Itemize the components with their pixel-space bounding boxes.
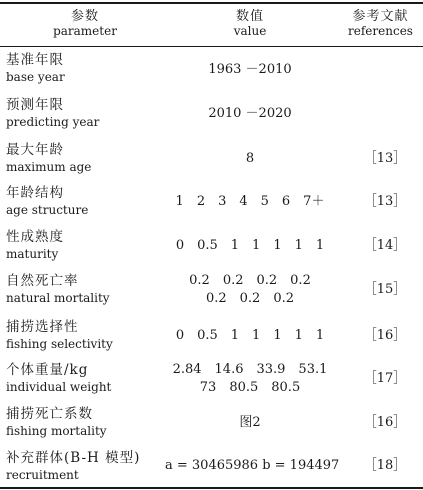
table-header-rule [0,46,423,47]
value-cell [165,457,340,475]
parameter-cell [6,228,166,262]
parameter-name-en: natural mortality [6,291,110,305]
parameter-cell [6,405,166,439]
reference-cell: ［17］ [363,371,407,386]
parameter-cell [6,318,166,352]
value-cell [165,237,335,255]
parameter-name-en: individual weight [6,380,112,394]
reference-cell: ［16］ [363,328,407,343]
reference-cell: ［13］ [363,151,407,166]
parameter-name-zh: 个体重量/kg [6,362,89,378]
header-value [165,9,335,39]
value-line: 8 [245,151,255,166]
header-references [338,9,423,39]
value-cell [165,61,335,79]
value-cell [165,105,335,123]
reference-cell: ［16］ [363,415,407,430]
header-references-en: references [348,24,413,38]
parameter-cell [6,141,166,175]
reference-cell: ［13］ [363,194,407,209]
parameter-name-zh: 自然死亡率 [6,273,79,289]
parameter-name-en: base year [6,70,65,84]
parameter-cell [6,449,166,483]
parameter-name-en: fishing selectivity [6,337,113,351]
value-line: a = 30465986 b = 194497 [165,458,340,473]
parameter-cell [6,51,166,85]
value-cell [165,150,335,168]
value-cell [165,327,335,345]
value-cell [165,414,335,432]
parameter-name-zh: 捕捞选择性 [6,319,79,335]
parameter-name-en: maturity [6,247,59,261]
value-line: 0 0.5 1 1 1 1 1 [175,238,325,253]
table-top-rule [0,2,423,4]
parameter-name-en: recruitment [6,468,79,482]
reference-cell: ［18］ [363,458,407,473]
value-line: 1963 －2010 [208,62,292,77]
parameter-cell [6,272,166,306]
parameter-name-en: predicting year [6,115,100,129]
header-value-zh: 数值 [235,9,264,24]
header-value-en: value [233,24,267,38]
parameter-name-zh: 补充群体(B-H 模型) [6,450,141,466]
value-line: 2010 －2020 [208,106,292,121]
value-cell [165,361,335,397]
parameter-cell [6,184,166,218]
parameter-cell [6,361,166,395]
header-parameter-zh: 参数 [70,9,99,24]
value-line: 0.2 0.2 0.2 [205,291,295,306]
parameter-name-zh: 捕捞死亡系数 [6,406,93,422]
value-cell [165,193,335,211]
parameter-name-zh: 基准年限 [6,52,64,68]
parameter-name-zh: 性成熟度 [6,229,64,245]
parameter-name-en: fishing mortality [6,424,107,438]
parameter-cell [6,96,166,130]
value-line: 图2 [239,415,261,430]
value-line: 73 80.5 80.5 [199,380,301,395]
value-line: 0 0.5 1 1 1 1 1 [175,328,325,343]
header-references-zh: 参考文献 [352,9,409,24]
reference-cell: ［15］ [363,282,407,297]
value-cell [165,272,335,308]
header-parameter-en: parameter [53,24,117,38]
parameter-name-zh: 预测年限 [6,97,64,113]
value-line: 2.84 14.6 33.9 53.1 [172,362,328,377]
parameter-name-zh: 最大年龄 [6,142,64,158]
value-line: 1 2 3 4 5 6 7＋ [175,194,325,209]
parameter-name-zh: 年龄结构 [6,185,64,201]
parameter-name-en: maximum age [6,160,92,174]
table-bottom-rule [0,487,423,489]
reference-cell: ［14］ [363,238,407,253]
header-parameter [0,9,170,39]
value-line: 0.2 0.2 0.2 0.2 [189,273,311,288]
parameter-name-en: age structure [6,203,89,217]
